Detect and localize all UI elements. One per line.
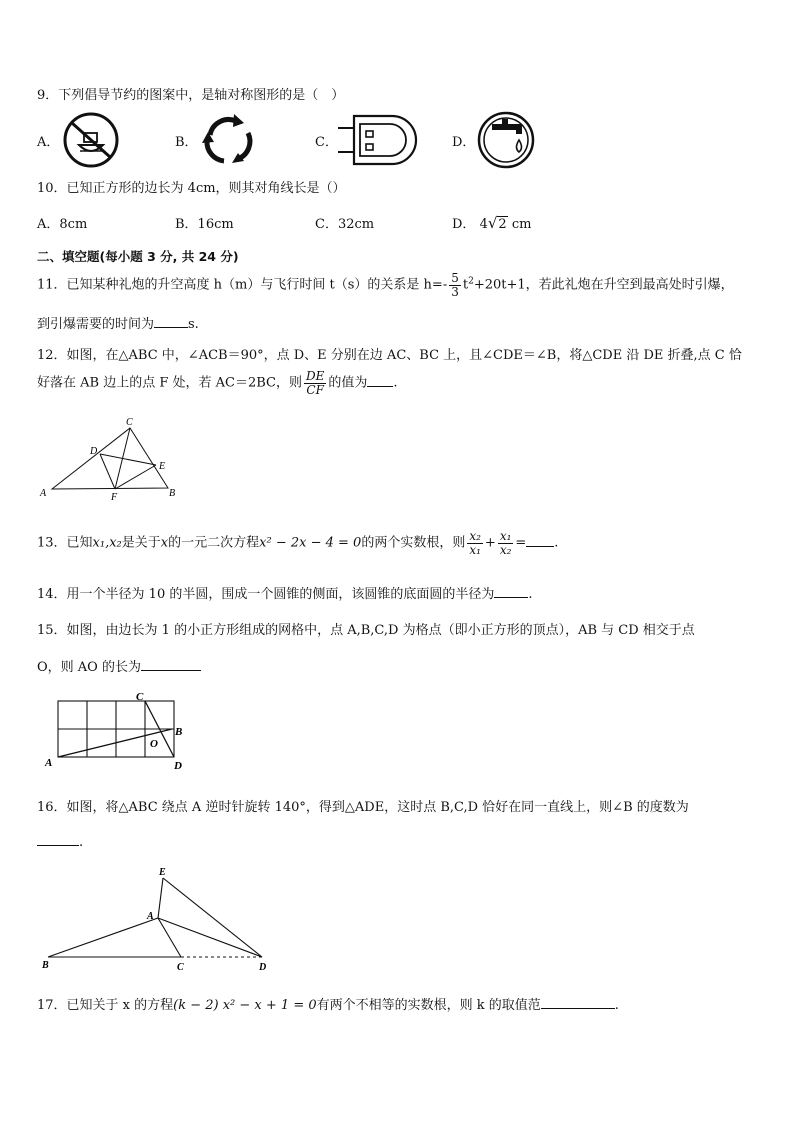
fig16-label-c: C bbox=[177, 962, 184, 973]
fig15-label-d: D bbox=[174, 760, 182, 772]
q13-equation: x² − 2x − 4 = 0 bbox=[259, 535, 362, 551]
fig16-label-d: D bbox=[259, 962, 267, 973]
fig12-label-a: A bbox=[40, 488, 47, 499]
q12-line1: 12．如图，在△ABC 中，∠ACB＝90°，点 D、E 分别在边 AC、BC 上，且∠CDE＝∠B，将△CDE 沿 DE 折叠,点 C 恰 bbox=[37, 348, 742, 363]
q9-option-b-label[interactable]: B． bbox=[175, 135, 198, 150]
q10-option-d[interactable] bbox=[452, 213, 531, 232]
q12-answer-blank[interactable] bbox=[367, 374, 393, 387]
q13-fraction-2-den: x₂ bbox=[499, 542, 512, 557]
q13-answer-blank[interactable] bbox=[526, 534, 554, 547]
figure-q15-grid bbox=[40, 688, 200, 774]
q11-neg: - bbox=[442, 277, 448, 293]
q14-end: . bbox=[528, 587, 533, 602]
q12-fraction-den: CF bbox=[306, 382, 324, 397]
q11-line2 bbox=[37, 313, 199, 332]
fig12-label-d: D bbox=[90, 446, 98, 457]
q9-option-a-label[interactable]: A． bbox=[37, 135, 60, 150]
q11-text-c: 到引爆需要的时间为 bbox=[37, 317, 155, 332]
power-plug-icon bbox=[336, 112, 418, 168]
q13-var-x: x bbox=[160, 535, 169, 551]
q16-end: . bbox=[79, 835, 84, 850]
q11-var-t: t bbox=[462, 277, 469, 293]
fig15-label-o: O bbox=[150, 738, 158, 750]
q15-line1: 15．如图，由边长为 1 的小正方形组成的网格中，点 A,B,C,D 为格点（即小正方形的顶点），AB 与 CD 相交于点 bbox=[37, 623, 695, 638]
q10-stem: 10．已知正方形的边长为 4cm，则其对角线长是（） bbox=[37, 181, 346, 196]
q13-fraction-2-num: x₁ bbox=[499, 529, 512, 543]
recycle-arrows-icon bbox=[198, 111, 260, 169]
q10-option-d-radicand: 2 bbox=[498, 217, 507, 232]
q16-line1: 16．如图，将△ABC 绕点 A 逆时针旋转 140°，得到△ADE，这时点 B,C,D 恰好在同一直线上，则∠B 的度数为 bbox=[37, 800, 689, 815]
q10-option-a[interactable]: A．8cm bbox=[37, 217, 88, 232]
q13-equals: = bbox=[515, 535, 527, 551]
q11-fraction-den: 3 bbox=[451, 284, 459, 299]
q13-text-b: 是关于 bbox=[121, 535, 161, 551]
q13-line bbox=[37, 530, 558, 556]
q17-text-a: 17．已知关于 x 的方程 bbox=[37, 998, 174, 1013]
fig12-label-b: B bbox=[169, 488, 176, 499]
fig15-label-a: A bbox=[45, 757, 53, 769]
q13-fraction-2 bbox=[498, 530, 514, 556]
q10-option-b[interactable]: B．16cm bbox=[175, 217, 234, 232]
q13-text-c: 的一元二次方程 bbox=[168, 535, 260, 551]
fig12-label-f: F bbox=[111, 492, 118, 502]
q12-line2 bbox=[37, 370, 398, 396]
q12-text-a: 好落在 AB 边上的点 F 处，若 AC＝2BC，则 bbox=[37, 375, 302, 391]
q11-answer-blank[interactable] bbox=[154, 315, 188, 328]
q17-end: . bbox=[614, 998, 619, 1013]
sqrt-sign-icon: √ bbox=[487, 214, 498, 232]
q10-option-d-label: D． bbox=[452, 217, 476, 232]
fig12-label-c: C bbox=[126, 417, 133, 428]
q15-answer-blank[interactable] bbox=[141, 658, 201, 671]
q17-text-b: 有两个不相等的实数根，则 k 的取值范 bbox=[316, 998, 541, 1013]
q11-text-b: +20t+1，若此礼炮在升空到最高处时引爆， bbox=[473, 277, 734, 293]
water-tap-icon bbox=[476, 110, 536, 170]
fig15-label-b: B bbox=[175, 726, 183, 738]
q13-end: . bbox=[554, 535, 559, 551]
q14-line bbox=[37, 583, 533, 602]
q14-text: 14．用一个半径为 10 的半圆，围成一个圆锥的侧面，该圆锥的底面圆的半径为 bbox=[37, 587, 495, 602]
q9-option-d-label[interactable]: D． bbox=[452, 135, 476, 150]
q15-text-a: O，则 AO 的长为 bbox=[37, 660, 141, 675]
q17-equation: (k − 2) x² − x + 1 = 0 bbox=[173, 998, 317, 1013]
q14-answer-blank[interactable] bbox=[494, 585, 528, 598]
fig12-label-e: E bbox=[159, 461, 166, 472]
fig16-label-a: A bbox=[147, 911, 154, 922]
q13-fraction-1 bbox=[467, 530, 483, 556]
q10-option-d-unit: cm bbox=[511, 217, 532, 232]
q9-option-c-label[interactable]: C． bbox=[315, 135, 338, 150]
fig15-label-c: C bbox=[136, 691, 144, 703]
q12-fraction bbox=[304, 370, 326, 396]
q10-option-d-coef: 4 bbox=[479, 217, 488, 232]
q11-line1 bbox=[37, 272, 734, 298]
q12-text-c: . bbox=[393, 375, 398, 391]
q10-option-c[interactable]: C．32cm bbox=[315, 217, 375, 232]
q13-fraction-1-den: x₁ bbox=[469, 542, 481, 557]
q17-line bbox=[37, 994, 619, 1013]
section-heading-fill-in: 二、填空题(每小题 3 分, 共 24 分) bbox=[37, 249, 239, 264]
q13-text-a: 13．已知 bbox=[37, 535, 93, 551]
q12-text-b: 的值为 bbox=[328, 375, 368, 391]
q11-fraction-num: 5 bbox=[451, 271, 459, 285]
q11-text-a: 11．已知某种礼炮的升空高度 h（m）与飞行时间 t（s）的关系是 h= bbox=[37, 277, 443, 293]
q13-roots: x₁,x₂ bbox=[92, 535, 122, 551]
fig16-label-b: B bbox=[42, 960, 49, 971]
figure-q16-rotation bbox=[38, 862, 278, 974]
q12-fraction-num: DE bbox=[305, 369, 325, 383]
q11-unit: s. bbox=[188, 317, 199, 332]
q15-line2 bbox=[37, 656, 201, 675]
fig16-label-e: E bbox=[159, 867, 166, 878]
q13-fraction-1-num: x₂ bbox=[469, 529, 481, 543]
q13-plus: + bbox=[484, 535, 496, 551]
q11-fraction bbox=[449, 272, 461, 298]
q16-answer-blank[interactable] bbox=[37, 833, 79, 846]
figure-q12-triangle bbox=[36, 414, 186, 502]
food-save-icon bbox=[62, 111, 120, 169]
q11-exp: 2 bbox=[468, 276, 474, 287]
q9-stem: 9．下列倡导节约的图案中，是轴对称图形的是（ ） bbox=[37, 88, 345, 103]
q13-text-d: 的两个实数根，则 bbox=[361, 535, 466, 551]
q17-answer-blank[interactable] bbox=[541, 996, 615, 1009]
q16-line2 bbox=[37, 833, 83, 850]
